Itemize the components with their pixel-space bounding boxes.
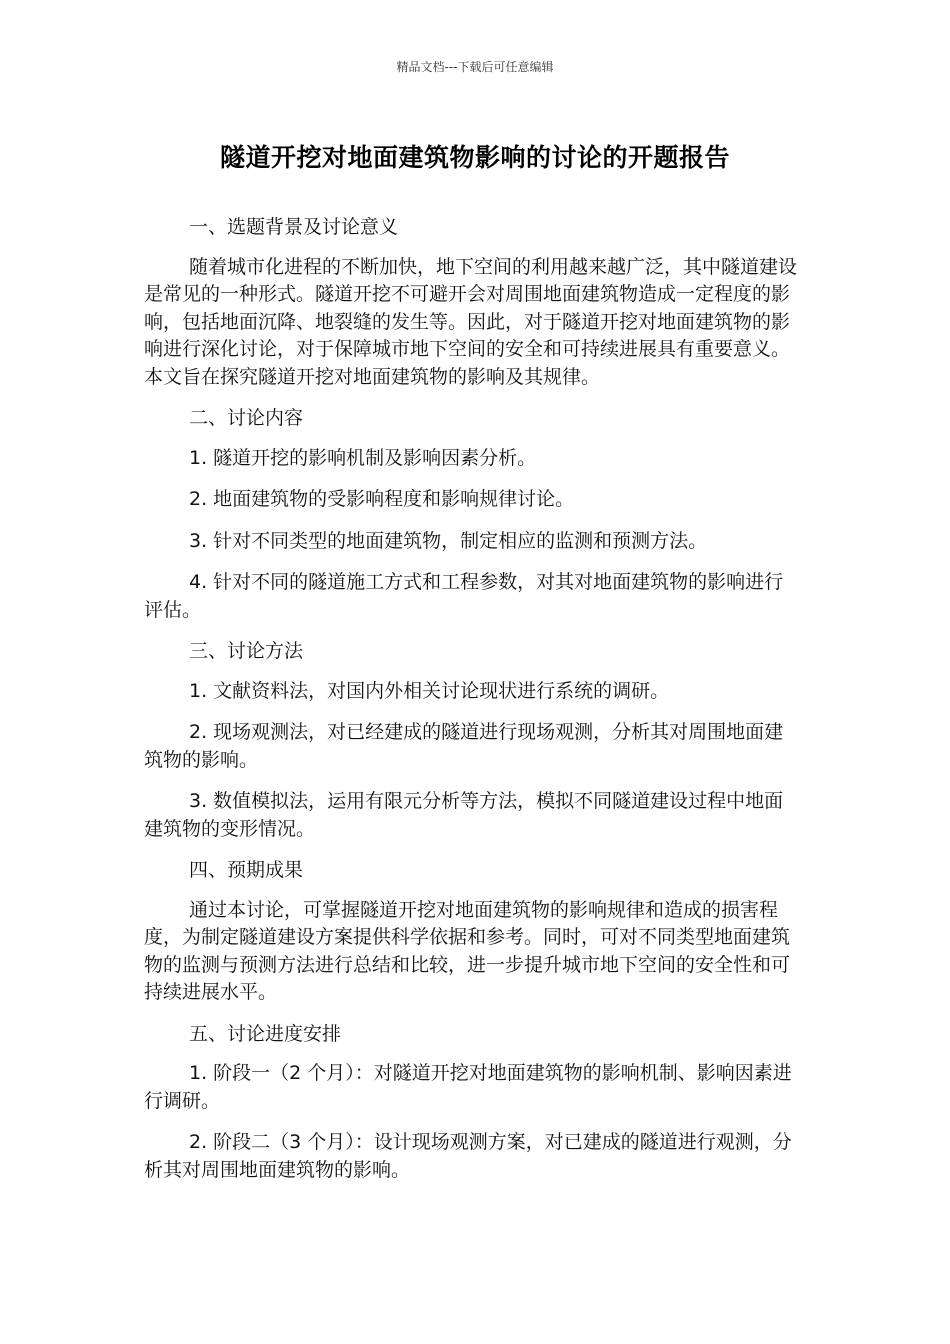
list-item-method-3: 3. 数值模拟法，运用有限元分析等方法，模拟不同隧道建设过程中地面建筑物的变形情况。: [144, 790, 784, 840]
paragraph-outcomes: 通过本讨论，可掌握隧道开挖对地面建筑物的影响规律和造成的损害程度，为制定隧道建设方案提供科学依据和参考。同时，可对不同类型地面建筑物的监测与预测方法进行总结和比较，进一步提升城市地下空间的安全性和可持续进展水平。: [144, 898, 791, 1003]
list-item-content-4: 4. 针对不同的隧道施工方式和工程参数，对其对地面建筑物的影响进行评估。: [144, 571, 784, 621]
list-item-method-2: 2. 现场观测法，对已经建成的隧道进行现场观测，分析其对周围地面建筑物的影响。: [144, 721, 784, 771]
list-item-content-3: 3. 针对不同类型的地面建筑物，制定相应的监测和预测方法。: [189, 529, 708, 552]
section-heading-methods: 三、讨论方法: [189, 640, 304, 662]
paragraph-background: 随着城市化进程的不断加快，地下空间的利用越来越广泛，其中隧道建设是常见的一种形式。隧道开挖不可避开会对周围地面建筑物造成一定程度的影响，包括地面沉降、地裂缝的发生等。因此，对于隧道开挖对地面建筑物的影响进行深化讨论，对于保障城市地下空间的安全和可持续进展具有重要意义。本文旨在探究隧道开挖对地面建筑物的影响及其规律。: [144, 255, 798, 388]
list-item-schedule-1: 1. 阶段一（2 个月）：对隧道开挖对地面建筑物的影响机制、影响因素进行调研。: [144, 1062, 792, 1112]
page-header-note: 精品文档---下载后可任意编辑: [396, 60, 554, 74]
section-heading-content: 二、讨论内容: [189, 407, 304, 429]
document-title: 隧道开挖对地面建筑物影响的讨论的开题报告: [219, 143, 730, 172]
document-body: [144, 214, 802, 1198]
section-heading-background: 一、选题背景及讨论意义: [189, 216, 399, 238]
section-heading-schedule: 五、讨论进度安排: [189, 1022, 342, 1045]
list-item-content-1: 1. 隧道开挖的影响机制及影响因素分析。: [189, 446, 537, 469]
list-item-method-1: 1. 文献资料法，对国内外相关讨论现状进行系统的调研。: [189, 679, 670, 702]
list-item-content-2: 2. 地面建筑物的受影响程度和影响规律讨论。: [189, 488, 575, 510]
section-heading-outcomes: 四、预期成果: [189, 859, 304, 881]
list-item-schedule-2: 2. 阶段二（3 个月）：设计现场观测方案，对已建成的隧道进行观测，分析其对周围地面建筑物的影响。: [144, 1131, 792, 1181]
